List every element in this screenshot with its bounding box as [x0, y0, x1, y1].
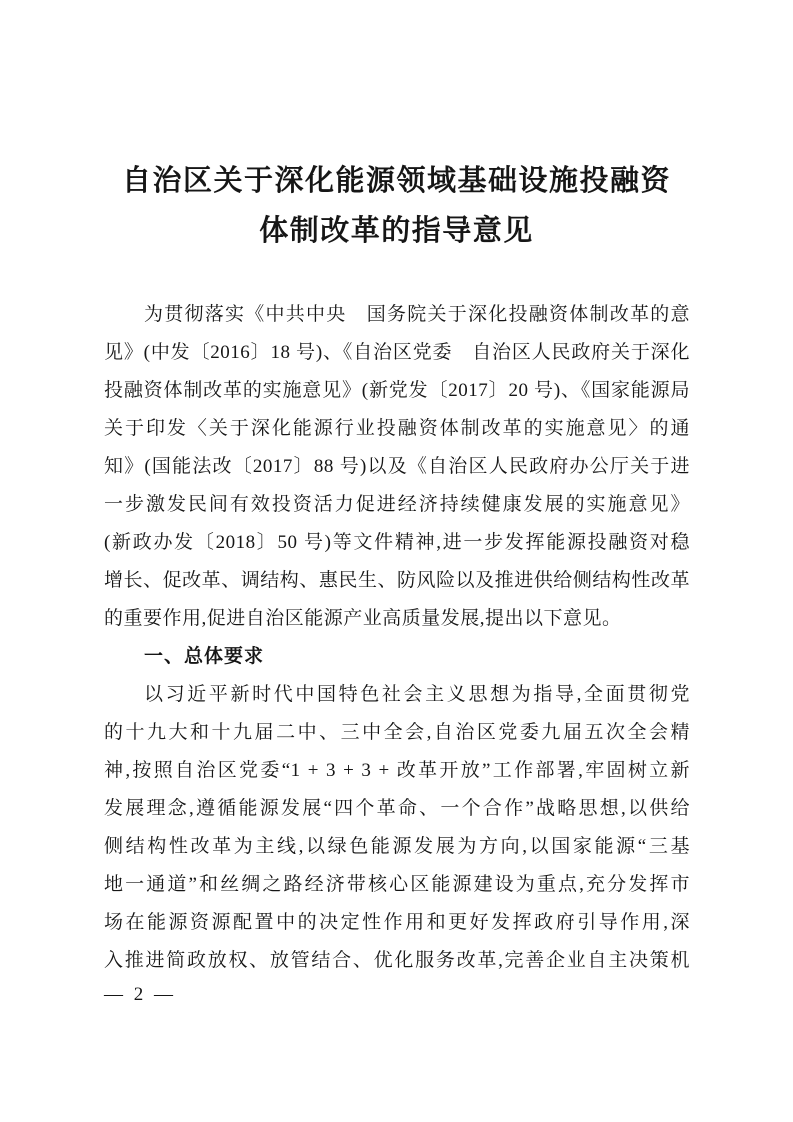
document-body	[104, 296, 690, 980]
text-line: (新政办发〔2018〕50 号)等文件精神,进一步发挥能源投融资对稳	[104, 532, 690, 553]
text-line: 投融资体制改革的实施意见》(新党发〔2017〕20 号)、《国家能源局	[104, 380, 690, 401]
document-title-line-2: 体制改革的指导意见	[259, 215, 534, 247]
text-line: 知》(国能法改〔2017〕88 号)以及《自治区人民政府办公厅关于进	[104, 456, 690, 477]
text-line: 地一通道”和丝绸之路经济带核心区能源建设为重点,充分发挥市	[104, 874, 690, 895]
text-line: 为贯彻落实《中共中央 国务院关于深化投融资体制改革的意	[144, 304, 690, 325]
text-line: 以习近平新时代中国特色社会主义思想为指导,全面贯彻党	[144, 684, 690, 705]
text-line: 的重要作用,促进自治区能源产业高质量发展,提出以下意见。	[104, 608, 622, 629]
text-line: 增长、促改革、调结构、惠民生、防风险以及推进供给侧结构性改革	[104, 570, 690, 591]
page-number: — 2 —	[104, 984, 176, 1005]
text-line: 见》(中发〔2016〕18 号)、《自治区党委 自治区人民政府关于深化	[104, 342, 690, 363]
text-line: 发展理念,遵循能源发展“四个革命、一个合作”战略思想,以供给	[104, 798, 690, 819]
text-line: 的十九大和十九届二中、三中全会,自治区党委九届五次全会精	[104, 722, 690, 743]
document-title-line-1: 自治区关于深化能源领域基础设施投融资	[121, 165, 671, 197]
text-line: 入推进简政放权、放管结合、优化服务改革,完善企业自主决策机	[104, 950, 690, 971]
text-line: 关于印发〈关于深化能源行业投融资体制改革的实施意见〉的通	[104, 418, 690, 439]
document-title	[0, 156, 793, 256]
text-line: 场在能源资源配置中的决定性作用和更好发挥政府引导作用,深	[104, 912, 690, 933]
section-heading: 一、总体要求	[144, 646, 265, 667]
text-line: 神,按照自治区党委“1 + 3 + 3 + 改革开放”工作部署,牢固树立新	[104, 760, 690, 781]
text-line: 侧结构性改革为主线,以绿色能源发展为方向,以国家能源“三基	[104, 836, 690, 857]
text-line: 一步激发民间有效投资活力促进经济持续健康发展的实施意见》	[104, 494, 690, 515]
